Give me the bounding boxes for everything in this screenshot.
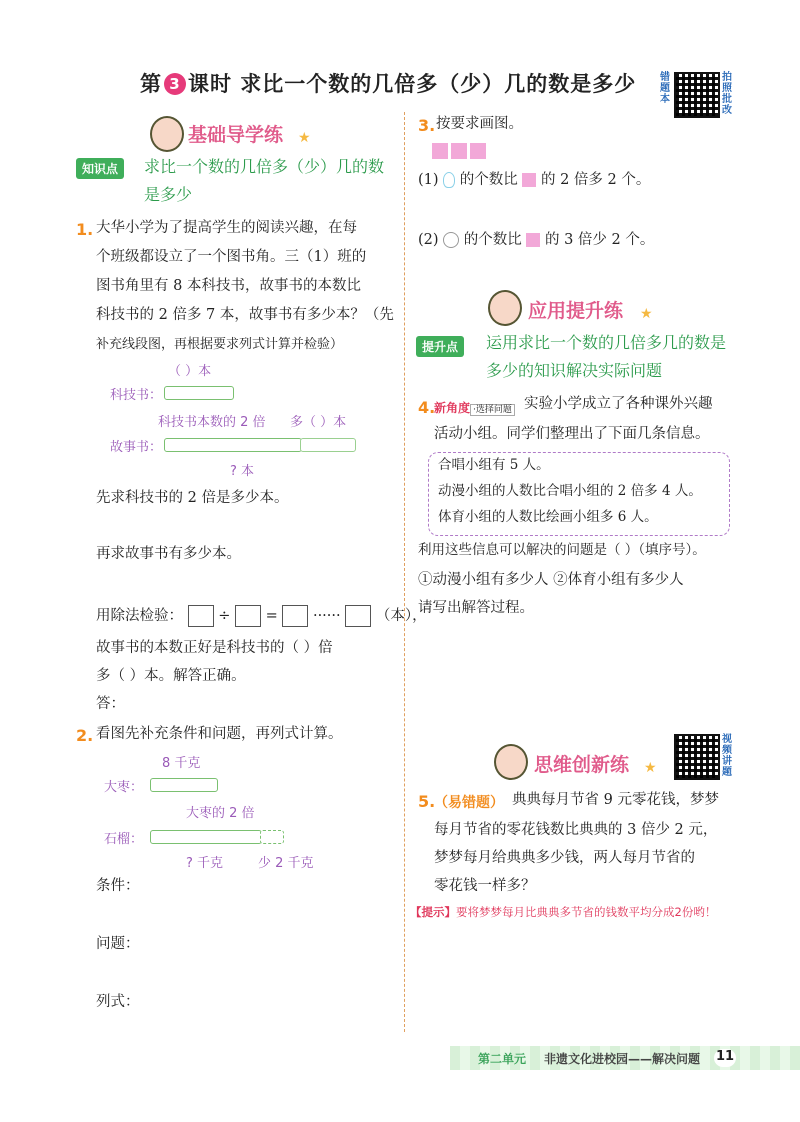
diagram2-label-pomegranate: 石榴： bbox=[104, 832, 144, 847]
star-icon: ★ bbox=[298, 130, 311, 146]
column-divider bbox=[404, 112, 405, 1032]
q4-line-2: 活动小组。同学们整理出了下面几条信息。 bbox=[434, 426, 710, 442]
hint-line: 【提示】要将梦梦每月比典典多节省的钱数平均分成2份哟！ bbox=[410, 905, 717, 919]
check-line-3: 多（ ）本。解答正确。 bbox=[96, 668, 246, 684]
star-icon: ★ bbox=[644, 760, 657, 776]
diagram2-mid-label: 大枣的 2 倍 bbox=[186, 806, 255, 821]
info-list: 合唱小组有 5 人。 动漫小组的人数比合唱小组的 2 倍多 4 人。 体育小组的人数比绘画小组多 6 人。 bbox=[438, 457, 702, 525]
diagram1-mid-label1: 科技书本数的 2 倍 bbox=[158, 415, 266, 430]
question-number-2: 2. bbox=[76, 726, 94, 745]
qr-code-icon[interactable] bbox=[674, 72, 720, 118]
q4-after-1: 利用这些信息可以解决的问题是（ ）（填序号）。 bbox=[418, 542, 706, 558]
question-3-text: 按要求画图。 bbox=[436, 116, 523, 132]
q4-line-1: 实验小学成立了各种课外兴趣 bbox=[524, 396, 713, 412]
diagram2-label-dates: 大枣： bbox=[104, 780, 144, 795]
footer-subtitle: 非遗文化进校园——解决问题 bbox=[544, 1052, 701, 1066]
q5-line-2: 每月节省的零花钱数比典典的 3 倍少 2 元， bbox=[434, 822, 718, 838]
answer-box-1[interactable] bbox=[188, 605, 214, 627]
condition-label: 条件： bbox=[96, 878, 140, 894]
q5-line-3: 梦梦每月给典典多少钱，两人每月节省的 bbox=[434, 850, 695, 866]
improve-text-1: 运用求比一个数的几倍多几的数是 bbox=[486, 333, 727, 352]
section-title-think: 思维创新练 bbox=[534, 754, 630, 776]
star-icon: ★ bbox=[640, 306, 653, 322]
question-1-text: 大华小学为了提高学生的阅读兴趣，在每 个班级都设立了一个图书角。三（1）班的 图书角里有 8 本科技书，故事书的本数比 科技书的 2 倍多 7 本，故事书有多少本？（先 补充线段图，再根据要求列式计算并检验） bbox=[96, 220, 394, 352]
section-title-apply: 应用提升练 bbox=[528, 300, 624, 322]
answer-box-4[interactable] bbox=[345, 605, 371, 627]
check-line-2: 故事书的本数正好是科技书的（ ）倍 bbox=[96, 640, 333, 656]
diagram1-bottom-label: ? 本 bbox=[230, 464, 255, 479]
diagram2-bottom-label2: 少 2 千克 bbox=[258, 856, 314, 871]
pink-square-2 bbox=[451, 143, 467, 159]
cartoon-kid-icon bbox=[494, 744, 528, 780]
smiley-icon bbox=[443, 232, 459, 248]
question-number-3: 3. bbox=[418, 116, 436, 135]
question-number-5: 5. bbox=[418, 792, 436, 811]
formula-label: 列式： bbox=[96, 994, 140, 1010]
cartoon-kid-icon bbox=[488, 290, 522, 326]
diagram2-pomegranate-bar bbox=[150, 830, 262, 844]
diagram1-top-label: （ ）本 bbox=[168, 364, 212, 379]
page-number: 11 bbox=[714, 1049, 736, 1067]
new-angle-tag: 新角度 ·选择问题 bbox=[434, 397, 515, 416]
step2-text: 再求故事书有多少本。 bbox=[96, 546, 241, 562]
side-tag-photo: 拍照批改 bbox=[722, 72, 732, 116]
diagram2-top-label: 8 千克 bbox=[162, 756, 201, 771]
tricky-tag: （易错题） bbox=[434, 795, 504, 811]
diagram1-tech-bar bbox=[164, 386, 234, 400]
side-tag-mistakes: 错题本 bbox=[660, 72, 670, 105]
pink-square-icon bbox=[522, 173, 536, 187]
diagram2-bottom-label1: ? 千克 bbox=[186, 856, 224, 871]
diagram1-mid-label2: 多（ ）本 bbox=[290, 415, 347, 430]
check-line: 用除法检验： ÷ = ······ （本）， bbox=[96, 602, 427, 631]
q3-line-1: (1) 的个数比 的 2 倍多 2 个。 bbox=[418, 172, 651, 188]
diagram2-dates-bar bbox=[150, 778, 218, 792]
question-2-text: 看图先补充条件和问题，再列式计算。 bbox=[96, 726, 343, 742]
diagram1-story-bar bbox=[164, 438, 302, 452]
improve-badge: 提升点 bbox=[416, 336, 464, 357]
question-number-4: 4. bbox=[418, 398, 436, 417]
diagram1-label-tech: 科技书： bbox=[110, 388, 163, 403]
knowledge-text-1: 求比一个数的几倍多（少）几的数 bbox=[144, 157, 385, 176]
answer-box-2[interactable] bbox=[235, 605, 261, 627]
pink-square-1 bbox=[432, 143, 448, 159]
lesson-number-badge: 3 bbox=[164, 73, 186, 95]
pink-square-icon bbox=[526, 233, 540, 247]
diagram1-label-story: 故事书： bbox=[110, 440, 163, 455]
q5-line-4: 零花钱一样多？ bbox=[434, 878, 536, 894]
pink-square-3 bbox=[470, 143, 486, 159]
q4-after-3: 请写出解答过程。 bbox=[418, 600, 534, 616]
qr-code-video-icon[interactable] bbox=[674, 734, 720, 780]
section-title-basic: 基础导学练 bbox=[188, 124, 284, 146]
knowledge-badge: 知识点 bbox=[76, 158, 124, 179]
improve-text-2: 多少的知识解决实际问题 bbox=[486, 361, 663, 380]
side-tag-video: 视频讲题 bbox=[722, 734, 732, 778]
knowledge-text-2: 是多少 bbox=[144, 185, 193, 204]
q3-line-2: (2) 的个数比 的 3 倍少 2 个。 bbox=[418, 232, 655, 248]
water-drop-icon bbox=[443, 172, 455, 188]
diagram1-extra-bar bbox=[300, 438, 356, 452]
question-label: 问题： bbox=[96, 936, 140, 952]
footer-unit: 第二单元 bbox=[478, 1052, 527, 1066]
question-number-1: 1. bbox=[76, 220, 94, 239]
diagram2-less-bar bbox=[260, 830, 284, 844]
answer-box-3[interactable] bbox=[282, 605, 308, 627]
step1-text: 先求科技书的 2 倍是多少本。 bbox=[96, 490, 289, 506]
q4-after-2: ①动漫小组有多少人 ②体育小组有多少人 bbox=[418, 572, 684, 588]
q5-line-1: 典典每月节省 9 元零花钱，梦梦 bbox=[512, 792, 719, 808]
cartoon-kid-icon bbox=[150, 116, 184, 152]
page-title: 第 3 课时 求比一个数的几倍多（少）几的数是多少 bbox=[140, 72, 637, 96]
answer-label-1: 答： bbox=[96, 696, 125, 712]
